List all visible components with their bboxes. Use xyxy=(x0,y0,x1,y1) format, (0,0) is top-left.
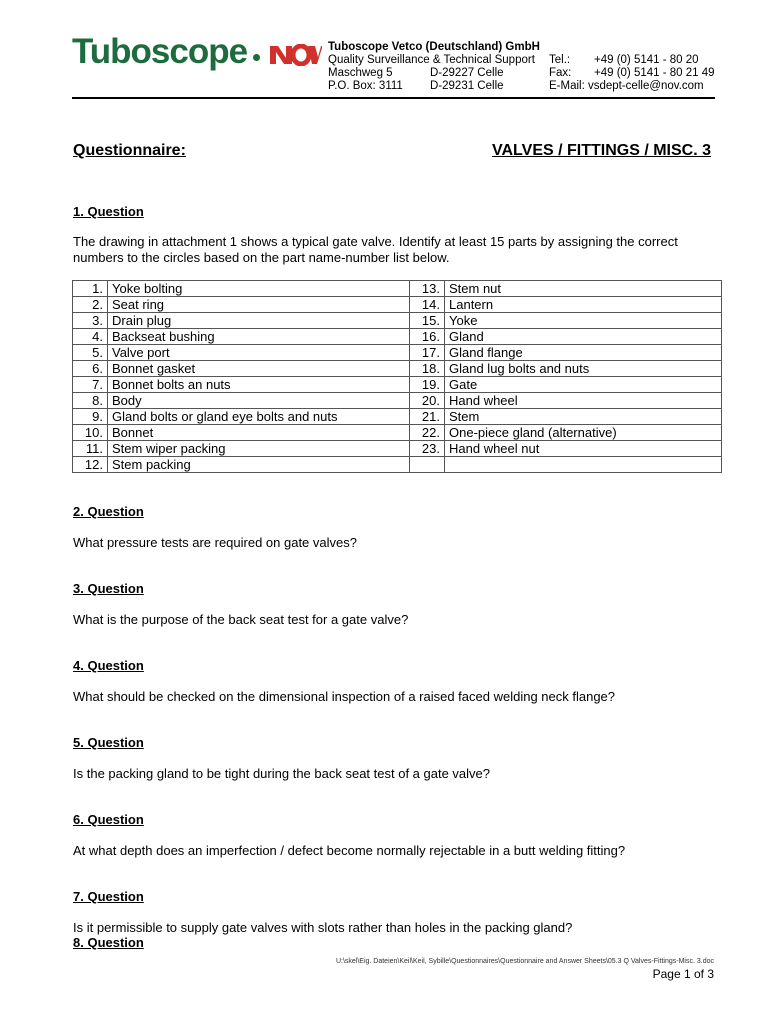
table-row xyxy=(73,377,722,393)
fax-label: Fax: xyxy=(549,67,572,79)
part-name-cell xyxy=(445,457,722,473)
po-box: P.O. Box: 3111 xyxy=(328,80,403,92)
zip-city-1: D-29227 Celle xyxy=(430,67,504,79)
part-number-cell: 2. xyxy=(73,297,108,313)
nov-logo xyxy=(270,44,322,66)
question-1-heading: 1. Question xyxy=(73,204,144,219)
footer-file-path: U:\skel\Eig. Dateien\Keil\Keil, Sybille\Questionnaires\Questionnaire and Answer Sheets\05.3 Q Valves-Fittings-Misc. 3.doc xyxy=(335,958,714,965)
part-number-cell: 4. xyxy=(73,329,108,345)
questionnaire-subject: VALVES / FITTINGS / MISC. 3 xyxy=(492,142,711,159)
question-3-heading: 3. Question xyxy=(73,581,144,596)
page-number: Page 1 of 3 xyxy=(652,967,714,981)
part-number-cell: 12. xyxy=(73,457,108,473)
part-name-cell: Gland bolts or gland eye bolts and nuts xyxy=(108,409,410,425)
tuboscope-logo: Tuboscope xyxy=(72,32,248,71)
part-name-cell: Yoke bolting xyxy=(108,281,410,297)
question-6-text: At what depth does an imperfection / defect become normally rejectable in a butt welding fitting? xyxy=(73,843,626,858)
part-name-cell: Gland xyxy=(445,329,722,345)
table-row xyxy=(73,281,722,297)
table-row xyxy=(73,425,722,441)
header-divider xyxy=(72,97,715,99)
part-number-cell: 3. xyxy=(73,313,108,329)
part-number-cell: 15. xyxy=(410,313,445,329)
email: E-Mail: vsdept-celle@nov.com xyxy=(549,80,704,92)
question-1-text: The drawing in attachment 1 shows a typical gate valve. Identify at least 15 parts by assigning the correct numbers to the circles based on the part name-number list below. xyxy=(73,234,678,265)
part-number-cell: 10. xyxy=(73,425,108,441)
parts-table xyxy=(72,280,722,473)
part-name-cell: Hand wheel nut xyxy=(445,441,722,457)
part-name-cell: Lantern xyxy=(445,297,722,313)
tel-label: Tel.: xyxy=(549,54,571,66)
table-row xyxy=(73,297,722,313)
question-4-heading: 4. Question xyxy=(73,658,144,673)
part-name-cell: Gland lug bolts and nuts xyxy=(445,361,722,377)
part-name-cell: Seat ring xyxy=(108,297,410,313)
part-number-cell: 14. xyxy=(410,297,445,313)
part-name-cell: Stem xyxy=(445,409,722,425)
part-number-cell: 16. xyxy=(410,329,445,345)
table-row xyxy=(73,457,722,473)
question-5-text: Is the packing gland to be tight during the back seat test of a gate valve? xyxy=(73,766,490,781)
part-number-cell: 18. xyxy=(410,361,445,377)
part-name-cell: Stem packing xyxy=(108,457,410,473)
table-row xyxy=(73,361,722,377)
street-address: Maschweg 5 xyxy=(328,67,393,79)
tel-number: +49 (0) 5141 - 80 20 xyxy=(594,54,699,66)
part-name-cell: Hand wheel xyxy=(445,393,722,409)
part-number-cell xyxy=(410,457,445,473)
question-2-text: What pressure tests are required on gate valves? xyxy=(73,535,357,550)
part-number-cell: 1. xyxy=(73,281,108,297)
part-name-cell: Bonnet xyxy=(108,425,410,441)
table-row xyxy=(73,313,722,329)
part-number-cell: 17. xyxy=(410,345,445,361)
registered-mark-icon xyxy=(253,54,260,61)
table-row xyxy=(73,393,722,409)
question-7-text: Is it permissible to supply gate valves with slots rather than holes in the packing gland? xyxy=(73,920,573,935)
department: Quality Surveillance & Technical Support xyxy=(328,54,535,66)
part-name-cell: Valve port xyxy=(108,345,410,361)
question-3-text: What is the purpose of the back seat test for a gate valve? xyxy=(73,612,409,627)
part-number-cell: 7. xyxy=(73,377,108,393)
part-number-cell: 8. xyxy=(73,393,108,409)
question-2-heading: 2. Question xyxy=(73,504,144,519)
part-name-cell: Body xyxy=(108,393,410,409)
table-row xyxy=(73,345,722,361)
fax-number: +49 (0) 5141 - 80 21 49 xyxy=(594,67,715,79)
part-number-cell: 11. xyxy=(73,441,108,457)
part-name-cell: Bonnet gasket xyxy=(108,361,410,377)
part-number-cell: 19. xyxy=(410,377,445,393)
questionnaire-title: Questionnaire: xyxy=(73,142,186,159)
table-row xyxy=(73,441,722,457)
part-number-cell: 9. xyxy=(73,409,108,425)
part-number-cell: 5. xyxy=(73,345,108,361)
question-7-heading: 7. Question xyxy=(73,889,144,904)
part-name-cell: Backseat bushing xyxy=(108,329,410,345)
part-name-cell: Bonnet bolts an nuts xyxy=(108,377,410,393)
part-number-cell: 13. xyxy=(410,281,445,297)
part-number-cell: 22. xyxy=(410,425,445,441)
table-row xyxy=(73,409,722,425)
part-number-cell: 6. xyxy=(73,361,108,377)
question-8-heading: 8. Question xyxy=(73,935,144,950)
part-name-cell: One-piece gland (alternative) xyxy=(445,425,722,441)
question-4-text: What should be checked on the dimensional inspection of a raised faced welding neck flange? xyxy=(73,689,616,704)
zip-city-2: D-29231 Celle xyxy=(430,80,504,92)
part-number-cell: 23. xyxy=(410,441,445,457)
question-5-heading: 5. Question xyxy=(73,735,144,750)
part-number-cell: 21. xyxy=(410,409,445,425)
part-number-cell: 20. xyxy=(410,393,445,409)
part-name-cell: Gland flange xyxy=(445,345,722,361)
part-name-cell: Stem nut xyxy=(445,281,722,297)
company-name: Tuboscope Vetco (Deutschland) GmbH xyxy=(328,41,540,53)
part-name-cell: Gate xyxy=(445,377,722,393)
part-name-cell: Yoke xyxy=(445,313,722,329)
question-6-heading: 6. Question xyxy=(73,812,144,827)
part-name-cell: Drain plug xyxy=(108,313,410,329)
part-name-cell: Stem wiper packing xyxy=(108,441,410,457)
table-row xyxy=(73,329,722,345)
